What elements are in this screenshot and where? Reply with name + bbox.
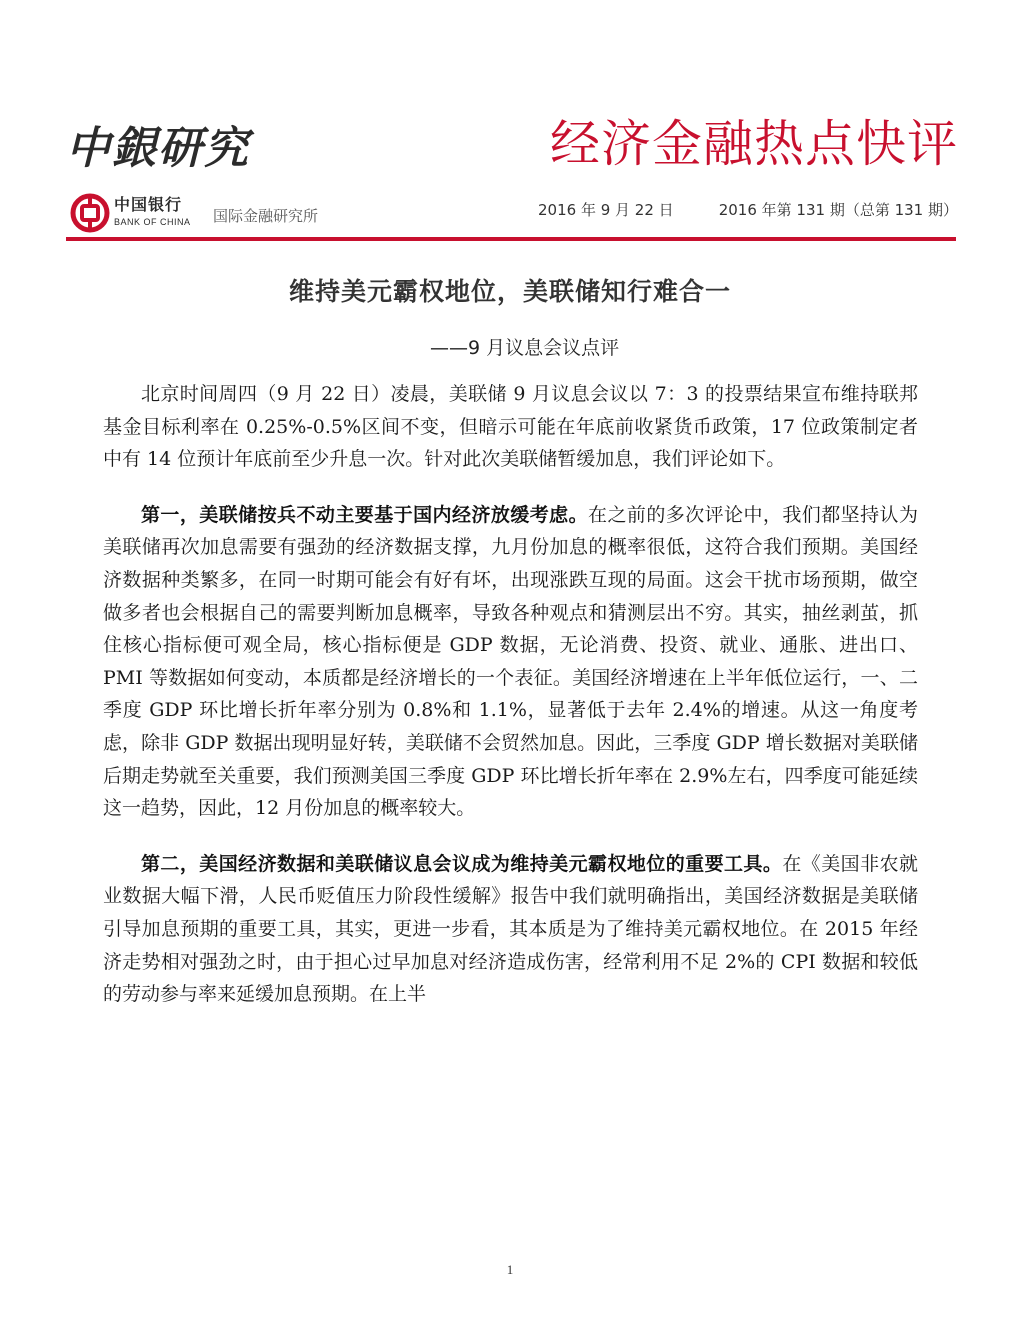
paragraph-point-1 — [103, 499, 918, 825]
issue-number: 2016 年第 131 期（总第 131 期） — [718, 201, 958, 219]
institute-name: 国际金融研究所 — [213, 207, 319, 225]
bank-of-china-logo-icon — [70, 193, 110, 233]
report-series-title: 经济金融热点快评 — [550, 115, 958, 173]
bank-name-cn: 中国银行 — [114, 195, 183, 214]
article-body — [103, 378, 918, 1034]
issue-date: 2016 年 9 月 22 日 — [538, 201, 674, 219]
bank-name — [114, 192, 191, 227]
paragraph-text: 北京时间周四（9 月 22 日）凌晨，美联储 9 月议息会议以 7：3 的投票结果宣布维持联邦基金目标利率在 0.25%-0.5%区间不变，但暗示可能在年底前收紧货币政策，17 位政策制定者中有 14 位预计年底前至少升息一次。针对此次美联储暂缓加息，我们评论如下。 — [103, 383, 918, 471]
paragraph-point-2 — [103, 848, 918, 1011]
paragraph-intro — [103, 378, 918, 476]
article-subtitle: ——9 月议息会议点评 — [430, 337, 620, 359]
paragraph-lead: 第二，美国经济数据和美联储议息会议成为维持美元霸权地位的重要工具。 — [141, 852, 783, 875]
paragraph-lead: 第一，美联储按兵不动主要基于国内经济放缓考虑。 — [141, 503, 589, 526]
paragraph-text: 在之前的多次评论中，我们都坚持认为美联储再次加息需要有强劲的经济数据支撑，九月份加息的概率很低，这符合我们预期。美国经济数据种类繁多，在同一时期可能会有好有坏，出现涨跌互现的局面。这会干扰市场预期，做空做多者也会根据自己的需要判断加息概率，导致各种观点和猜测层出不穷。其实，抽丝剥茧，抓住核心指标便可观全局，核心指标便是 GDP 数据，无论消费、投资、就业、通胀、进出口、PMI 等数据如何变动，本质都是经济增长的一个表征。美国经济增速在上半年低位运行，一、二季度 GDP 环比增长折年率分别为 0.8%和 1.1%，显著低于去年 2.4%的增速。从这一角度考虑，除非 GDP 数据出现明显好转，美联储不会贸然加息。因此，三季度 GDP 增长数据对美联储后期走势就至关重要，我们预测美国三季度 GDP 环比增长折年率在 2.9%左右，四季度可能延续这一趋势，因此，12 月份加息的概率较大。 — [103, 503, 918, 820]
header-divider — [66, 237, 956, 241]
article-title: 维持美元霸权地位，美联储知行难合一 — [288, 277, 731, 306]
paragraph-text: 在《美国非农就业数据大幅下滑，人民币贬值压力阶段性缓解》报告中我们就明确指出，美国经济数据是美联储引导加息预期的重要工具，其实，更进一步看，其本质是为了维持美元霸权地位。在 2015 年经济走势相对强劲之时，由于担心过早加息对经济造成伤害，经常利用不足 2%的 CPI 数据和较低的劳动参与率来延缓加息预期。在上半 — [103, 852, 918, 1006]
page-number: 1 — [506, 1262, 514, 1277]
bank-name-en: BANK OF CHINA — [114, 217, 191, 227]
brand-calligraphy-logo: 中銀研究 — [66, 123, 250, 174]
